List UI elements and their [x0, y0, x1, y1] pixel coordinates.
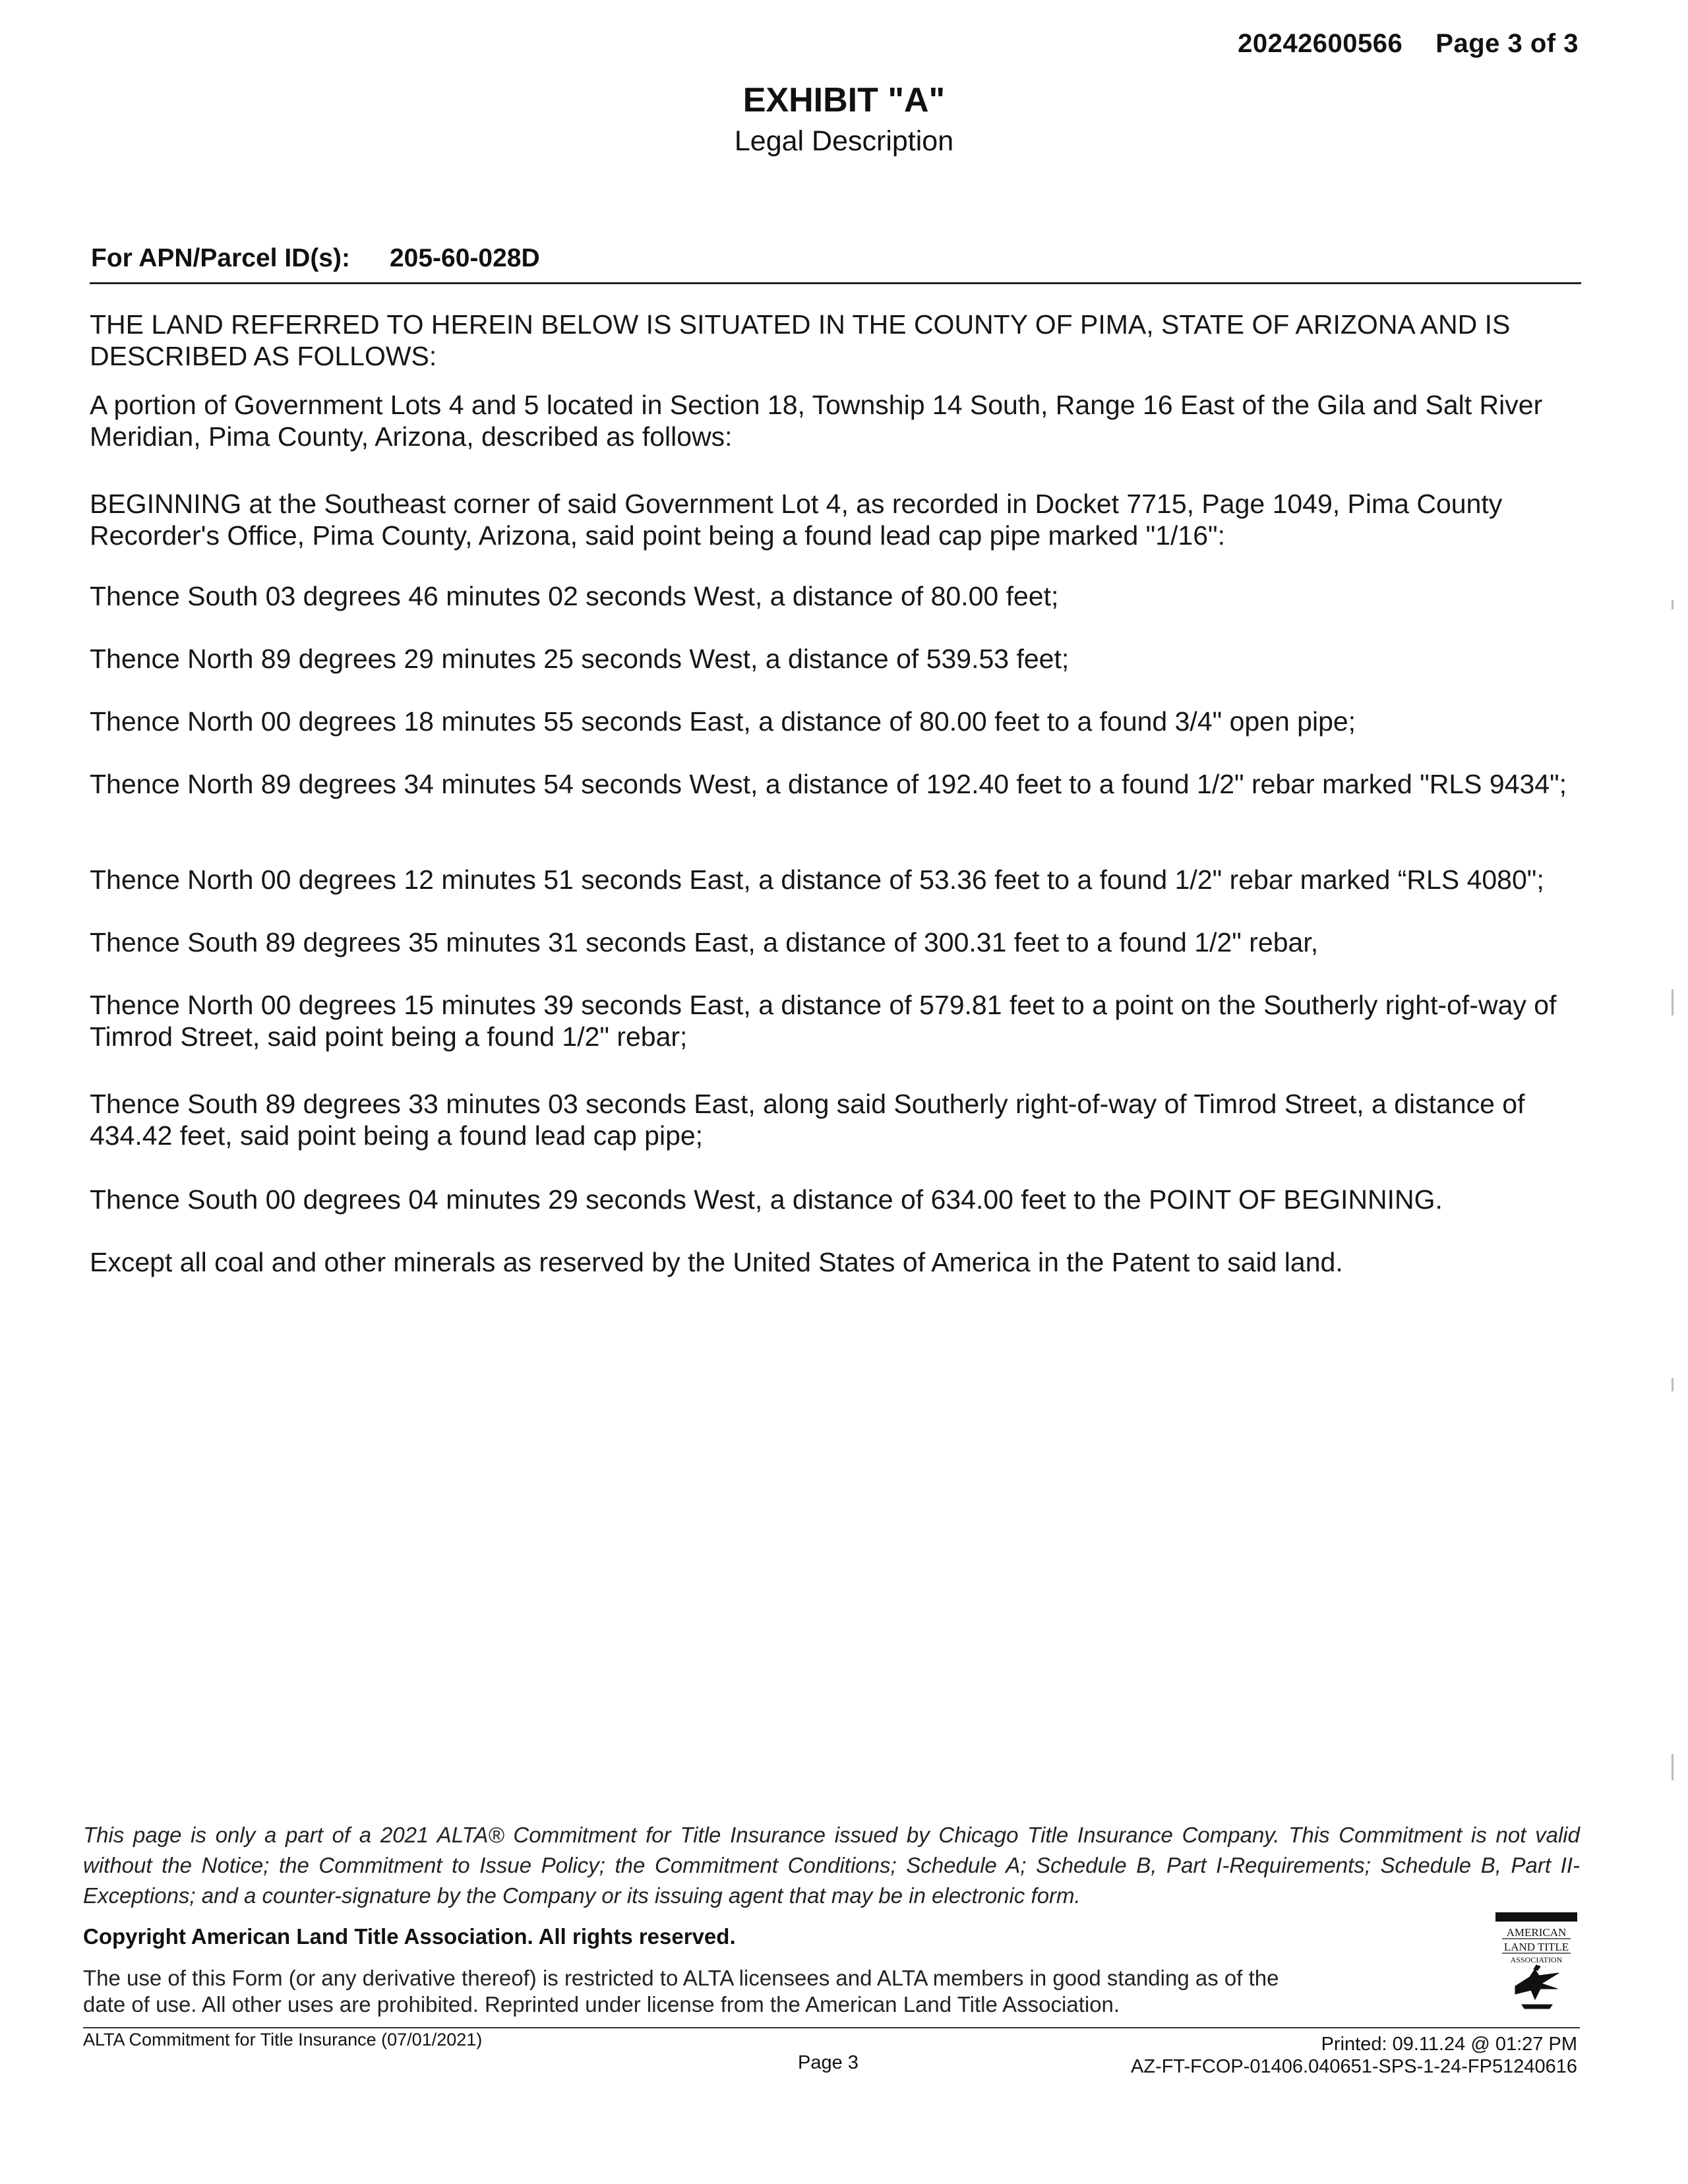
paragraph-course-6: Thence South 89 degrees 35 minutes 31 seconds East, a distance of 300.31 feet to a found 1/2" rebar,: [90, 927, 1319, 957]
footer-divider: [83, 2027, 1580, 2028]
paragraph-course-9: Thence South 00 degrees 04 minutes 29 seconds West, a distance of 634.00 feet to the POINT OF BEGINNING.: [90, 1184, 1443, 1215]
scan-artifact: [1672, 989, 1673, 1016]
paragraph-county-statement: THE LAND REFERRED TO HEREIN BELOW IS SITUATED IN THE COUNTY OF PIMA, STATE OF ARIZONA AND IS DESCRIBED AS FOLLOWS:: [90, 309, 1511, 371]
commitment-notice: This page is only a part of a 2021 ALTA® Commitment for Title Insurance issued by Chicago Title Insurance Company. This Commitment is not valid without the Notice; the Commitment to Issue Policy; the Commitment Conditions; Schedule A; Schedule B, Part I-Requirements; Schedule B, Part II-Exceptions; and a counter-signature by the Company or its issuing agent that may be in electronic form.: [83, 1823, 1580, 1908]
apn-label: For APN/Parcel ID(s):: [91, 244, 350, 272]
scan-artifact: [1672, 1378, 1673, 1391]
paragraph-course-8: Thence South 89 degrees 33 minutes 03 seconds East, along said Southerly right-of-way of Timrod Street, a distance of 434.42 feet, said point being a found lead cap pipe;: [90, 1089, 1525, 1151]
scan-artifact: [1672, 600, 1673, 609]
scan-artifact: [1672, 1754, 1673, 1780]
printed-timestamp: Printed: 09.11.24 @ 01:27 PM: [1321, 2034, 1577, 2055]
logo-text-line-3: ASSOCIATION: [1510, 1955, 1563, 1964]
paragraph-beginning: BEGINNING at the Southeast corner of said Government Lot 4, as recorded in Docket 7715, Page 1049, Pima County Recorder's Office, Pima County, Arizona, said point being a found lead cap pipe marked "1/16":: [90, 489, 1503, 551]
paragraph-course-1: Thence South 03 degrees 46 minutes 02 seconds West, a distance of 80.00 feet;: [90, 581, 1059, 611]
page-label: Page 3 of 3: [1435, 29, 1579, 58]
apn-value: 205-60-028D: [389, 244, 540, 272]
paragraph-course-4: Thence North 89 degrees 34 minutes 54 seconds West, a distance of 192.40 feet to a found 1/2" rebar marked "RLS 9434";: [90, 769, 1567, 799]
alta-eagle-icon: [1495, 1923, 1577, 2018]
exhibit-subtitle: Legal Description: [734, 125, 954, 157]
paragraph-course-3: Thence North 00 degrees 18 minutes 55 seconds East, a distance of 80.00 feet to a found 3/4" open pipe;: [90, 706, 1356, 737]
document-number: 20242600566: [1238, 29, 1403, 58]
page-number: Page 3: [798, 2052, 859, 2073]
paragraph-course-2: Thence North 89 degrees 29 minutes 25 seconds West, a distance of 539.53 feet;: [90, 644, 1070, 674]
header-document-reference: [1238, 29, 1579, 59]
paragraph-portion-description: A portion of Government Lots 4 and 5 located in Section 18, Township 14 South, Range 16 East of the Gila and Salt River Meridian, Pima County, Arizona, described as follows:: [90, 390, 1543, 452]
alta-logo: [1495, 1912, 1577, 2018]
paragraph-course-7: Thence North 00 degrees 15 minutes 39 seconds East, a distance of 579.81 feet to a point on the Southerly right-of-way of Timrod Street, said point being a found 1/2" rebar;: [90, 990, 1557, 1052]
copyright-line: Copyright American Land Title Association. All rights reserved.: [83, 1924, 736, 1949]
form-code: AZ-FT-FCOP-01406.040651-SPS-1-24-FP51240616: [1130, 2056, 1577, 2077]
form-name: ALTA Commitment for Title Insurance (07/01/2021): [83, 2030, 483, 2049]
paragraph-course-5: Thence North 00 degrees 12 minutes 51 seconds East, a distance of 53.36 feet to a found 1/2" rebar marked “RLS 4080";: [90, 864, 1544, 895]
paragraph-mineral-exception: Except all coal and other minerals as reserved by the United States of America in the Patent to said land.: [90, 1247, 1343, 1277]
exhibit-title: EXHIBIT "A": [742, 81, 946, 119]
logo-text-line-1: AMERICAN: [1506, 1926, 1567, 1939]
logo-text-line-2: LAND TITLE: [1503, 1941, 1569, 1953]
apn-divider: [90, 282, 1581, 284]
apn-line: [91, 244, 540, 273]
license-statement: The use of this Form (or any derivative thereof) is restricted to ALTA licensees and ALTA members in good standing as of the date of use. All other uses are prohibited. Reprinted under license from the American Land Title Association.: [83, 1966, 1279, 2017]
logo-bar: [1495, 1912, 1577, 1922]
